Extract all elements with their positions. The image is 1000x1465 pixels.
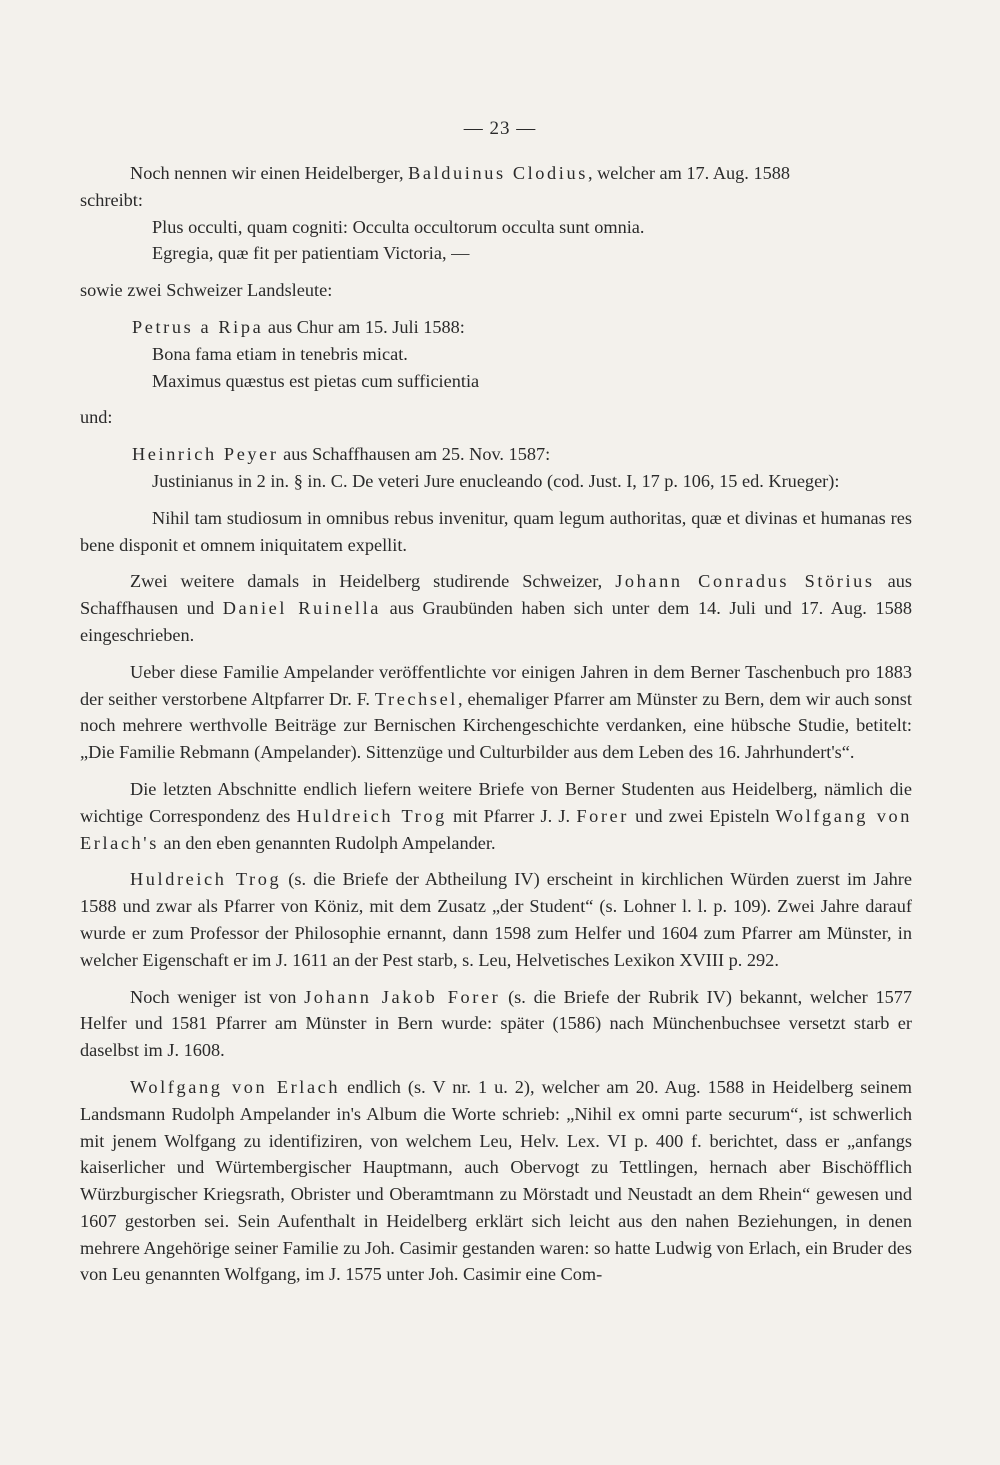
paragraph-ampelander	[80, 659, 912, 766]
text: mit Pfarrer J. J.	[446, 805, 577, 826]
text: (s. die Briefe der Rubrik IV) bekannt, welcher 1577 Helfer und 1581 Pfarrer am Münster in Bern wurde: später (1586) nach Münchenbuchsee versetzt starb er daselbst im J. 1608.	[80, 986, 913, 1061]
person-name: Wolfgang von Erlach's	[80, 805, 912, 853]
text-line: und:	[80, 407, 113, 428]
entry-line	[80, 314, 912, 341]
person-name: Huldreich Trog	[130, 869, 282, 890]
person-name: Trechsel	[374, 688, 458, 709]
text: Ueber diese Familie Ampelander veröffentlichte vor einigen Jahren in dem Berner Taschenbuch pro 1883 der seither verstorbene Altpfarrer Dr. F.	[80, 661, 912, 709]
paragraph-erlach	[80, 1074, 912, 1288]
text-body	[80, 160, 912, 1288]
person-name: Johann Conradus Störius	[615, 571, 875, 592]
text: aus Chur am 15. Juli 1588:	[263, 316, 465, 337]
page-number: — 23 —	[463, 118, 537, 139]
person-name: Wolfgang von Erlach	[130, 1076, 341, 1097]
citation-line: Justinianus in 2 in. § in. C. De veteri Jure enucleando (cod. Just. I, 17 p. 106, 15 ed. Krueger):	[152, 470, 840, 491]
text: Noch nennen wir einen Heidelberger,	[130, 163, 409, 183]
person-name: Johann Jakob Forer	[304, 986, 501, 1007]
paragraph-briefe	[80, 776, 912, 856]
entry-line	[80, 441, 912, 468]
person-name: Forer	[576, 805, 629, 826]
text: aus Graubünden haben sich unter dem 14. Juli und 17. Aug. 1588 eingeschrieben.	[80, 598, 912, 645]
text: aus Schaffhausen und	[80, 571, 912, 619]
paragraph-forer	[80, 984, 912, 1064]
person-name: Heinrich Peyer	[132, 444, 279, 465]
text: aus Schaffhausen am 25. Nov. 1587:	[278, 444, 551, 465]
text: an den eben genannten Rudolph Ampelander.	[158, 832, 496, 853]
quote-line: Bona fama etiam in tenebris micat.	[152, 343, 408, 364]
text: Zwei weitere damals in Heidelberg studirende Schweizer,	[130, 571, 616, 592]
text: , ehemaliger Pfarrer am Münster zu Bern, dem wir auch sonst noch mehrere werthvolle Beiträge zur Bernischen Kirchengeschichte verdanken, eine hübsche Studie, betitelt: „Die Familie Rebmann (Ampelander). Sittenzüge und Culturbilder aus dem Leben des 16. Jahrhundert's“.	[80, 688, 912, 763]
text-line: schreibt:	[80, 189, 143, 210]
text: Noch weniger ist von	[130, 986, 305, 1007]
quote-line: Plus occulti, quam cogniti: Occulta occultorum occulta sunt omnia.	[152, 216, 645, 237]
person-name: Daniel Ruinella	[222, 598, 381, 619]
quote-line: Egregia, quæ fit per patientiam Victoria, —	[152, 243, 470, 264]
text: Die letzten Abschnitte endlich liefern weitere Briefe von Berner Studenten aus Heidelberg, nämlich die wichtige Correspondenz des	[80, 778, 912, 826]
quote-paragraph: Nihil tam studiosum in omnibus rebus invenitur, quam legum authoritas, quæ et divinas et humanas res bene disponit et omnem iniquitatem expellit.	[80, 507, 912, 555]
person-name: Huldreich Trog	[296, 805, 447, 826]
text: (s. die Briefe der Abtheilung IV) erscheint in kirchlichen Würden zuerst im Jahre 1588 und zwar als Pfarrer von Köniz, mit dem Zusatz „der Student“ (s. Lohner l. l. p. 109). Zwei Jahre darauf wurde er zum Professor der Philosophie ernannt, dann 1598 zum Helfer und 1604 zum Pfarrer am Münster, in welcher Eigenschaft er im J. 1611 an der Pest starb, s. Leu, Helvetisches Lexikon XVIII p. 292.	[80, 869, 912, 970]
text: endlich (s. V nr. 1 u. 2), welcher am 20. Aug. 1588 in Heidelberg seinem Landsmann Rudolph Ampelander in's Album die Worte schrieb: „Nihil ex omni parte securum“, ist schwerlich mit jenem Wolfgang zu identifiziren, von welchem Leu, Helv. Lex. VI p. 400 f. berichtet, dass er „anfangs kaiserlicher und Würtembergischer Hauptmann, auch Obervogt zu Tettlingen, hernach aber Bischöfflich Würzburgischer Kriegsrath, Obrister und Oberamtmann zu Mörstadt und Neustadt an dem Rhein“ gewesen und 1607 gestorben sei. Sein Aufenthalt in Heidelberg erklärt sich leicht aus den nahen Beziehungen, in denen mehrere Angehörige seiner Familie zu Joh. Casimir gestanden waren: so hatte Ludwig von Erlach, ein Bruder des von Leu genannten Wolfgang, im J. 1575 unter Joh. Casimir eine Com-	[80, 1076, 912, 1285]
person-name: Balduinus Clodius	[408, 163, 588, 183]
paragraph-trog	[80, 866, 912, 973]
text: , welcher am 17. Aug. 1588	[587, 163, 791, 183]
text-line: sowie zwei Schweizer Landsleute:	[80, 280, 333, 301]
quote-line: Maximus quæstus est pietas cum sufficientia	[152, 370, 480, 391]
text: und zwei Episteln	[628, 805, 776, 826]
person-name: Petrus a Ripa	[132, 316, 264, 337]
paragraph-stoerius	[80, 568, 912, 648]
paragraph-clodius	[80, 160, 912, 187]
